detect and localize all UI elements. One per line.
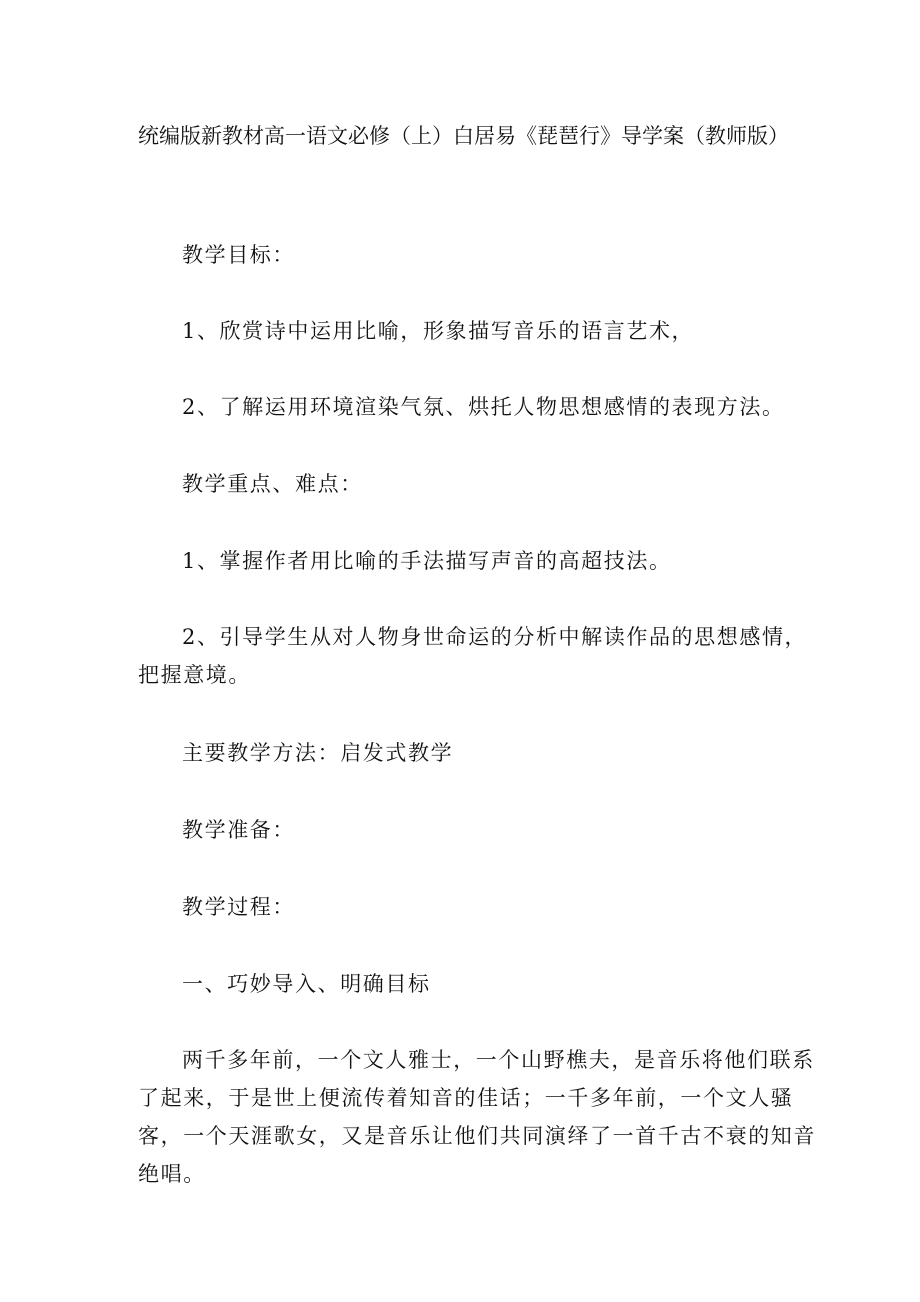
document-title: 统编版新教材高一语文必修（上）白居易《琵琶行》导学案（教师版） [138,124,789,148]
key-point-1: 1、掌握作者用比喻的手法描写声音的高超技法。 [182,549,672,573]
section-1-heading: 一、巧妙导入、明确目标 [182,972,431,996]
objective-1: 1、欣赏诗中运用比喻，形象描写音乐的语言艺术， [182,319,695,343]
objective-2: 2、了解运用环境渲染气氛、烘托人物思想感情的表现方法。 [182,395,785,419]
teaching-method: 主要教学方法：启发式教学 [182,741,454,765]
teaching-preparation-heading: 教学准备： [182,818,295,842]
key-point-2: 2、引导学生从对人物身世命运的分析中解读作品的思想感情，把握意境。 [138,625,808,687]
introduction-paragraph: 两千多年前，一个文人雅士，一个山野樵夫，是音乐将他们联系了起来，于是世上便流传着知音的佳话；一千多年前，一个文人骚客，一个天涯歌女，又是音乐让他们共同演绎了一首千古不衰的知音绝唱。 [138,1048,816,1186]
key-difficulties-heading: 教学重点、难点： [182,472,363,496]
teaching-objectives-heading: 教学目标： [182,243,295,267]
teaching-process-heading: 教学过程： [182,895,295,919]
